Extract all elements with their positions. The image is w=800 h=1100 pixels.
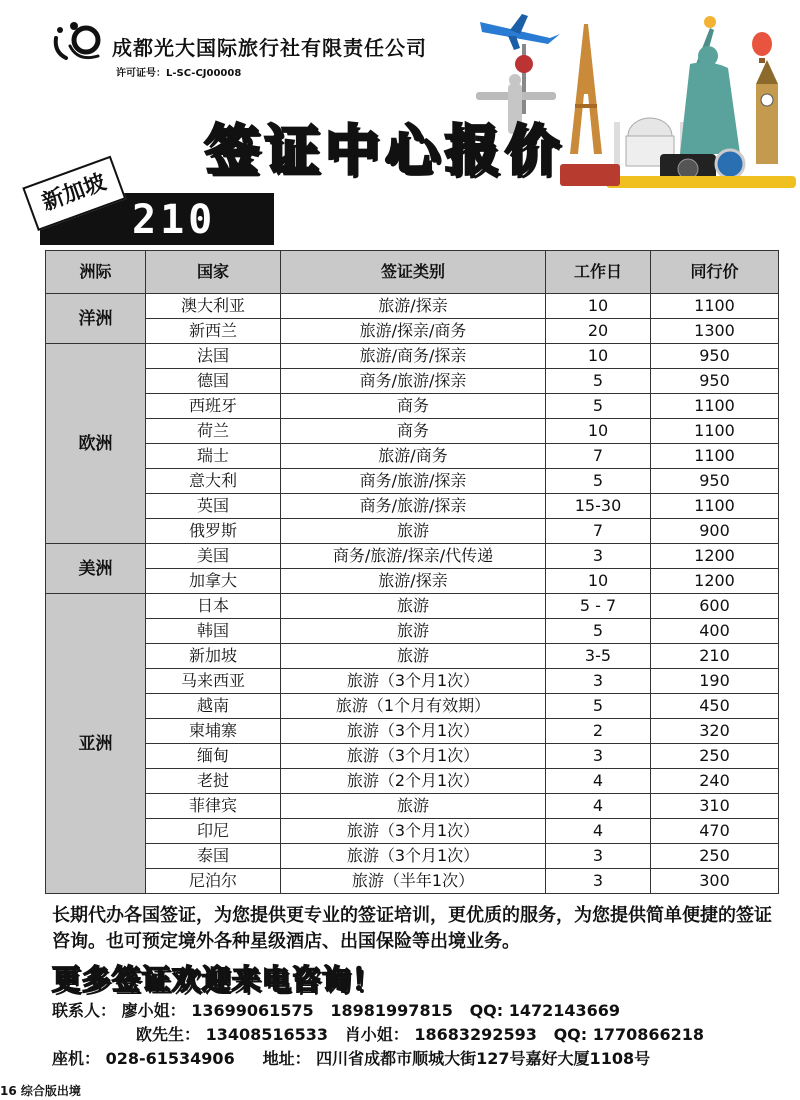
visa-type-cell: 商务/旅游/探亲/代传递 (281, 544, 546, 569)
days-cell: 3 (546, 544, 651, 569)
contact-phone: 18683292593 (414, 1025, 537, 1044)
contact-row-2 (136, 1022, 704, 1045)
price-cell: 950 (651, 369, 779, 394)
country-cell: 老挝 (146, 769, 281, 794)
country-cell: 韩国 (146, 619, 281, 644)
country-cell: 新西兰 (146, 319, 281, 344)
visa-type-cell: 旅游 (281, 644, 546, 669)
country-cell: 菲律宾 (146, 794, 281, 819)
days-cell: 2 (546, 719, 651, 744)
price-cell: 470 (651, 819, 779, 844)
page-footer: 16 综合版出境 (0, 1084, 81, 1098)
table-row (46, 569, 779, 594)
hot-air-balloon-icon (752, 32, 772, 63)
contact-name: 欧先生： (136, 1025, 201, 1044)
table-row (46, 519, 779, 544)
country-cell: 加拿大 (146, 569, 281, 594)
luggage-strip (606, 176, 796, 188)
license-number: 许可证号：L-SC-CJ00008 (116, 68, 242, 79)
visa-type-cell: 旅游（3个月1次） (281, 819, 546, 844)
days-cell: 4 (546, 794, 651, 819)
table-header-row (46, 251, 779, 294)
table-row (46, 419, 779, 444)
landline-phone: 028-61534906 (105, 1049, 235, 1068)
visa-type-cell: 旅游（2个月1次） (281, 769, 546, 794)
visa-type-cell: 旅游/探亲/商务 (281, 319, 546, 344)
airplane-icon (480, 14, 560, 50)
days-cell: 15-30 (546, 494, 651, 519)
company-logo-icon (50, 18, 106, 66)
contact-qq: QQ: 1472143669 (469, 1001, 621, 1020)
table-row (46, 819, 779, 844)
country-cell: 美国 (146, 544, 281, 569)
contact-qq: QQ: 1770866218 (553, 1025, 705, 1044)
days-cell: 5 - 7 (546, 594, 651, 619)
visa-type-cell: 旅游 (281, 619, 546, 644)
price-cell: 250 (651, 844, 779, 869)
table-row (46, 294, 779, 319)
featured-price: 210 (132, 197, 217, 243)
visa-type-cell: 旅游/商务 (281, 444, 546, 469)
continent-cell: 欧洲 (46, 344, 146, 544)
contact-label: 联系人： (52, 1001, 117, 1020)
table-row (46, 444, 779, 469)
country-cell: 越南 (146, 694, 281, 719)
visa-type-cell: 商务/旅游/探亲 (281, 369, 546, 394)
price-cell: 300 (651, 869, 779, 894)
visa-type-cell: 旅游（3个月1次） (281, 719, 546, 744)
country-cell: 尼泊尔 (146, 869, 281, 894)
days-cell: 5 (546, 394, 651, 419)
country-cell: 西班牙 (146, 394, 281, 419)
country-cell: 俄罗斯 (146, 519, 281, 544)
days-cell: 3 (546, 869, 651, 894)
column-header: 签证类别 (281, 251, 546, 294)
country-cell: 缅甸 (146, 744, 281, 769)
visa-type-cell: 旅游 (281, 594, 546, 619)
page-title: 签证中心报价 (205, 119, 565, 182)
table-row (46, 644, 779, 669)
visa-price-table (45, 250, 779, 894)
price-cell: 450 (651, 694, 779, 719)
country-cell: 澳大利亚 (146, 294, 281, 319)
price-cell: 310 (651, 794, 779, 819)
visa-type-cell: 旅游/探亲 (281, 569, 546, 594)
country-cell: 荷兰 (146, 419, 281, 444)
country-cell: 瑞士 (146, 444, 281, 469)
days-cell: 10 (546, 569, 651, 594)
price-cell: 600 (651, 594, 779, 619)
table-row (46, 619, 779, 644)
table-row (46, 694, 779, 719)
table-row (46, 544, 779, 569)
visa-type-cell: 旅游 (281, 794, 546, 819)
big-ben-icon (756, 60, 778, 164)
table-row (46, 469, 779, 494)
promo-text: 长期代办各国签证，为您提供更专业的签证培训，更优质的服务，为您提供简单便捷的签证咨询。也可预定境外各种星级酒店、出国保险等出境业务。 (52, 905, 772, 952)
price-cell: 950 (651, 469, 779, 494)
call-to-action: 更多签证欢迎来电咨询！ (52, 963, 383, 996)
column-header: 国家 (146, 251, 281, 294)
column-header: 工作日 (546, 251, 651, 294)
price-cell: 1200 (651, 569, 779, 594)
country-cell: 法国 (146, 344, 281, 369)
days-cell: 3 (546, 669, 651, 694)
price-cell: 1300 (651, 319, 779, 344)
column-header: 同行价 (651, 251, 779, 294)
price-cell: 950 (651, 344, 779, 369)
price-cell: 900 (651, 519, 779, 544)
days-cell: 3 (546, 744, 651, 769)
visa-type-cell: 商务/旅游/探亲 (281, 469, 546, 494)
visa-type-cell: 旅游/商务/探亲 (281, 344, 546, 369)
days-cell: 10 (546, 294, 651, 319)
phone-label: 座机： (52, 1049, 101, 1068)
days-cell: 5 (546, 619, 651, 644)
days-cell: 3-5 (546, 644, 651, 669)
price-cell: 1100 (651, 394, 779, 419)
country-cell: 英国 (146, 494, 281, 519)
continent-cell: 洋洲 (46, 294, 146, 344)
country-cell: 柬埔寨 (146, 719, 281, 744)
contact-row-1 (52, 998, 620, 1021)
table-row (46, 719, 779, 744)
table-row (46, 594, 779, 619)
visa-type-cell: 旅游（半年1次） (281, 869, 546, 894)
table-row (46, 744, 779, 769)
address: 四川省成都市顺城大街127号嘉好大厦1108号 (316, 1049, 651, 1068)
contact-row-3 (52, 1046, 650, 1069)
price-cell: 1100 (651, 419, 779, 444)
continent-cell: 美洲 (46, 544, 146, 594)
price-cell: 250 (651, 744, 779, 769)
visa-type-cell: 旅游（3个月1次） (281, 669, 546, 694)
country-cell: 德国 (146, 369, 281, 394)
column-header: 洲际 (46, 251, 146, 294)
eiffel-tower-icon (570, 24, 602, 154)
days-cell: 10 (546, 344, 651, 369)
table-row (46, 319, 779, 344)
continent-cell: 亚洲 (46, 594, 146, 894)
table-row (46, 794, 779, 819)
country-cell: 意大利 (146, 469, 281, 494)
table-row (46, 494, 779, 519)
price-cell: 1100 (651, 294, 779, 319)
price-cell: 240 (651, 769, 779, 794)
days-cell: 4 (546, 819, 651, 844)
compass-icon (716, 150, 744, 178)
table-row (46, 669, 779, 694)
visa-type-cell: 商务 (281, 419, 546, 444)
days-cell: 5 (546, 369, 651, 394)
country-cell: 新加坡 (146, 644, 281, 669)
days-cell: 5 (546, 694, 651, 719)
table-row (46, 369, 779, 394)
price-cell: 190 (651, 669, 779, 694)
address-label: 地址： (262, 1049, 311, 1068)
contact-name: 肖小姐： (344, 1025, 409, 1044)
table-row (46, 844, 779, 869)
table-row (46, 769, 779, 794)
visa-type-cell: 旅游（1个月有效期） (281, 694, 546, 719)
country-cell: 日本 (146, 594, 281, 619)
country-cell: 泰国 (146, 844, 281, 869)
visa-type-cell: 旅游（3个月1次） (281, 744, 546, 769)
visa-type-cell: 商务 (281, 394, 546, 419)
table-row (46, 394, 779, 419)
country-cell: 印尼 (146, 819, 281, 844)
contact-phone: 13408516533 (205, 1025, 329, 1044)
price-cell: 400 (651, 619, 779, 644)
price-cell: 320 (651, 719, 779, 744)
visa-type-cell: 旅游 (281, 519, 546, 544)
visa-type-cell: 旅游/探亲 (281, 294, 546, 319)
company-name: 成都光大国际旅行社有限责任公司 (112, 36, 427, 60)
price-cell: 1100 (651, 494, 779, 519)
featured-country: 新加坡 (22, 156, 126, 231)
contact-phone: 18981997815 (330, 1001, 453, 1020)
featured-price-banner (38, 169, 274, 245)
visa-type-cell: 旅游（3个月1次） (281, 844, 546, 869)
days-cell: 3 (546, 844, 651, 869)
contact-name: 廖小姐： (121, 1001, 186, 1020)
suitcase-icon (560, 164, 620, 186)
statue-of-liberty-icon (680, 16, 740, 154)
price-cell: 210 (651, 644, 779, 669)
table-row (46, 344, 779, 369)
days-cell: 7 (546, 444, 651, 469)
table-row (46, 869, 779, 894)
visa-type-cell: 商务/旅游/探亲 (281, 494, 546, 519)
days-cell: 10 (546, 419, 651, 444)
price-cell: 1100 (651, 444, 779, 469)
days-cell: 20 (546, 319, 651, 344)
contact-phone: 13699061575 (191, 1001, 314, 1020)
days-cell: 4 (546, 769, 651, 794)
days-cell: 7 (546, 519, 651, 544)
price-cell: 1200 (651, 544, 779, 569)
days-cell: 5 (546, 469, 651, 494)
country-cell: 马来西亚 (146, 669, 281, 694)
